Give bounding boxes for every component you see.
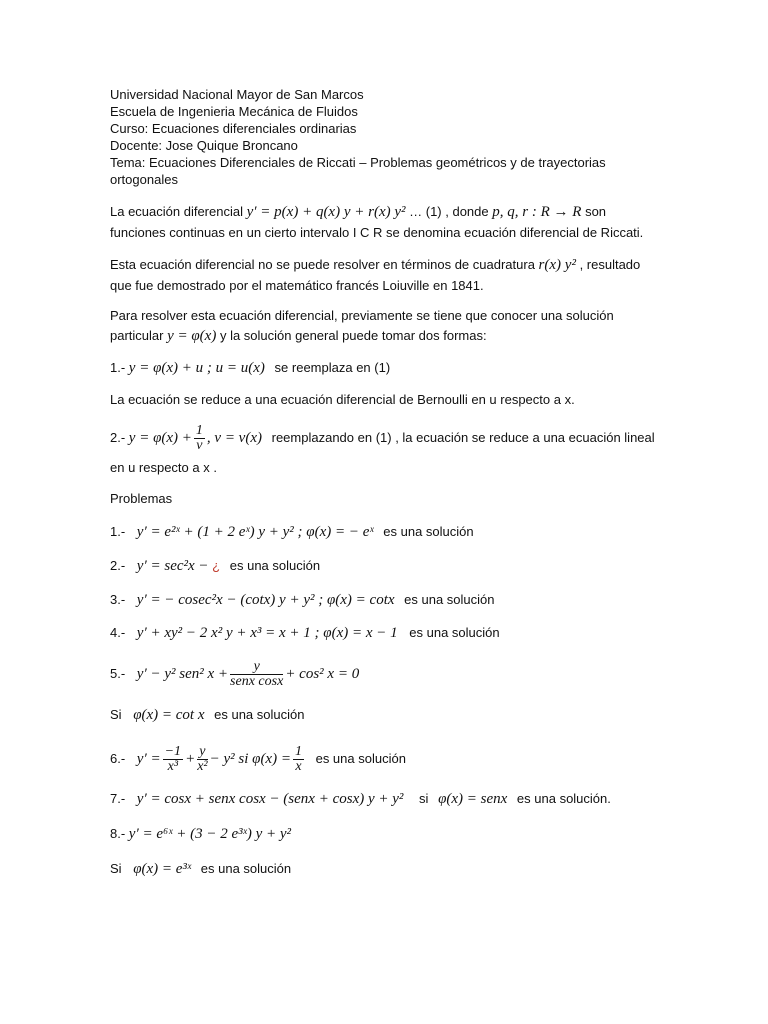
problem-5-phi: φ(x) = cot x [133,707,205,723]
function-variables: p, q, r : R → R [492,204,582,220]
particular-text-b: y la solución general puede tomar dos formas: [219,328,487,343]
definition-text-b: … (1) , donde [409,204,489,219]
quadrature-text-b: , resultado [579,257,641,272]
topic-line-1: Tema: Ecuaciones Diferenciales de Riccati – Problemas geométricos y de trayectorias [110,155,606,170]
problem-6-equation-a: y′ = [136,750,161,767]
problem-7-text: es una solución. [516,791,611,806]
particular-solution-line-2 [110,327,487,345]
form-2-frac-num: 1 [195,423,203,438]
problem-1-text: es una solución [383,524,474,539]
problem-3-text: es una solución [404,592,495,607]
problem-6-equation-b: − y² si φ(x) = [209,750,291,767]
problem-5-text: es una solución [214,707,305,722]
problem-2-number: 2.- [110,558,126,573]
problem-6-f2-den: x² [197,759,208,774]
problem-5-number: 5.- [110,665,126,681]
problem-7 [110,790,611,808]
problem-6-f1-num: −1 [164,744,182,759]
problem-1-equation: y′ = e²ˣ + (1 + 2 eˣ) y + y² ; φ(x) = − eˣ [136,524,374,540]
problem-5-si: Si [110,707,122,722]
riccati-equation: y′ = p(x) + q(x) y + r(x) y² [246,204,406,220]
school-line: Escuela de Ingenieria Mecánica de Fluidos [110,104,358,119]
problem-8-text: es una solución [200,861,292,876]
particular-equation: y = φ(x) [167,328,217,344]
definition-text-c: son [585,204,607,219]
problem-2 [110,557,320,575]
form-1-equation: y = φ(x) + u ; u = u(x) [128,360,265,376]
problem-6-fraction-3 [293,745,304,774]
problem-6-f3-num: 1 [294,744,302,759]
problem-6-fraction-2 [197,745,207,774]
problem-8-condition [110,860,291,878]
problem-8-equation: y′ = e⁶ˣ + (3 − 2 e³ˣ) y + y² [128,826,292,842]
problem-6-f2-num: y [197,745,207,760]
problem-6-text: es una solución [315,750,406,766]
definition-line-2: funciones continuas en un cierto intervalo I C R se denomina ecuación diferencial de Riccati. [110,225,644,240]
problem-5-frac-den: senx cosx [230,674,284,689]
problem-5-equation-a: y′ − y² sen² x + [136,665,229,682]
problem-8 [110,825,291,843]
problem-3-number: 3.- [110,592,126,607]
problem-2-equation: y′ = sec²x − [136,558,209,574]
form-1-text: se reemplaza en (1) [274,360,391,375]
problem-5-equation-b: + cos² x = 0 [285,665,360,682]
definition-text-a: La ecuación diferencial [110,204,243,219]
problem-3 [110,591,495,609]
problem-6-fraction-1 [163,745,183,774]
problem-8-si: Si [110,861,122,876]
problem-7-equation: y′ = cosx + senx cosx − (senx + cosx) y + y² [136,791,404,807]
problem-3-equation: y′ = − cosec²x − (cotx) y + y² ; φ(x) = cotx [136,592,395,608]
problem-5 [110,660,359,689]
problem-5-condition [110,706,304,724]
form-2-line-2: en u respecto a x . [110,460,217,475]
problem-6-f1-den: x³ [167,759,179,774]
riccati-definition-line [110,203,606,221]
problem-5-fraction [230,660,283,689]
teacher-line: Docente: Jose Quique Broncano [110,138,298,153]
problem-5-frac-num: y [230,660,283,675]
problem-1-number: 1.- [110,524,126,539]
form-2-equation-a: y = φ(x) + [128,429,192,446]
particular-text-a: particular [110,328,164,343]
problem-4-equation: y′ + xy² − 2 x² y + x³ = x + 1 ; φ(x) = x − 1 [136,625,398,641]
problem-6-f3-den: x [295,759,302,774]
problem-1 [110,523,474,541]
course-line: Curso: Ecuaciones diferenciales ordinarias [110,121,357,136]
form-1-number: 1.- [110,360,126,375]
problem-6-plus: + [185,750,196,767]
problem-7-phi: φ(x) = senx [438,791,508,807]
form-2-text: reemplazando en (1) , la ecuación se reduce a una ecuación lineal [271,429,655,445]
problem-6 [110,745,406,774]
quadrature-term: r(x) y² [538,257,576,273]
problem-6-number: 6.- [110,750,126,766]
topic-line-2: ortogonales [110,172,178,187]
form-2-line [110,424,655,453]
problem-4 [110,624,500,642]
form-1-line [110,359,390,377]
problem-8-phi: φ(x) = e³ˣ [133,861,192,877]
problem-7-number: 7.- [110,791,126,806]
problem-4-number: 4.- [110,625,126,640]
problem-2-text: es una solución [229,558,321,573]
particular-solution-line-1: Para resolver esta ecuación diferencial, previamente se tiene que conocer una solución [110,308,614,323]
form-2-equation-b: , v = v(x) [206,429,262,446]
form-2-frac-den: v [196,438,203,453]
problem-8-number: 8.- [110,826,126,841]
form-2-number: 2.- [110,429,126,445]
liouville-line: que fue demostrado por el matemático francés Loiuville en 1841. [110,278,484,293]
problem-2-missing-glyph: ¿ [212,558,221,573]
problem-4-text: es una solución [409,625,500,640]
bernoulli-line: La ecuación se reduce a una ecuación diferencial de Bernoulli en u respecto a x. [110,392,575,407]
university-line: Universidad Nacional Mayor de San Marcos [110,87,364,102]
problems-title: Problemas [110,491,173,506]
form-2-fraction [194,424,205,453]
quadrature-line [110,256,640,274]
problem-7-si: si [419,791,429,806]
quadrature-text-a: Esta ecuación diferencial no se puede resolver en términos de cuadratura [110,257,535,272]
